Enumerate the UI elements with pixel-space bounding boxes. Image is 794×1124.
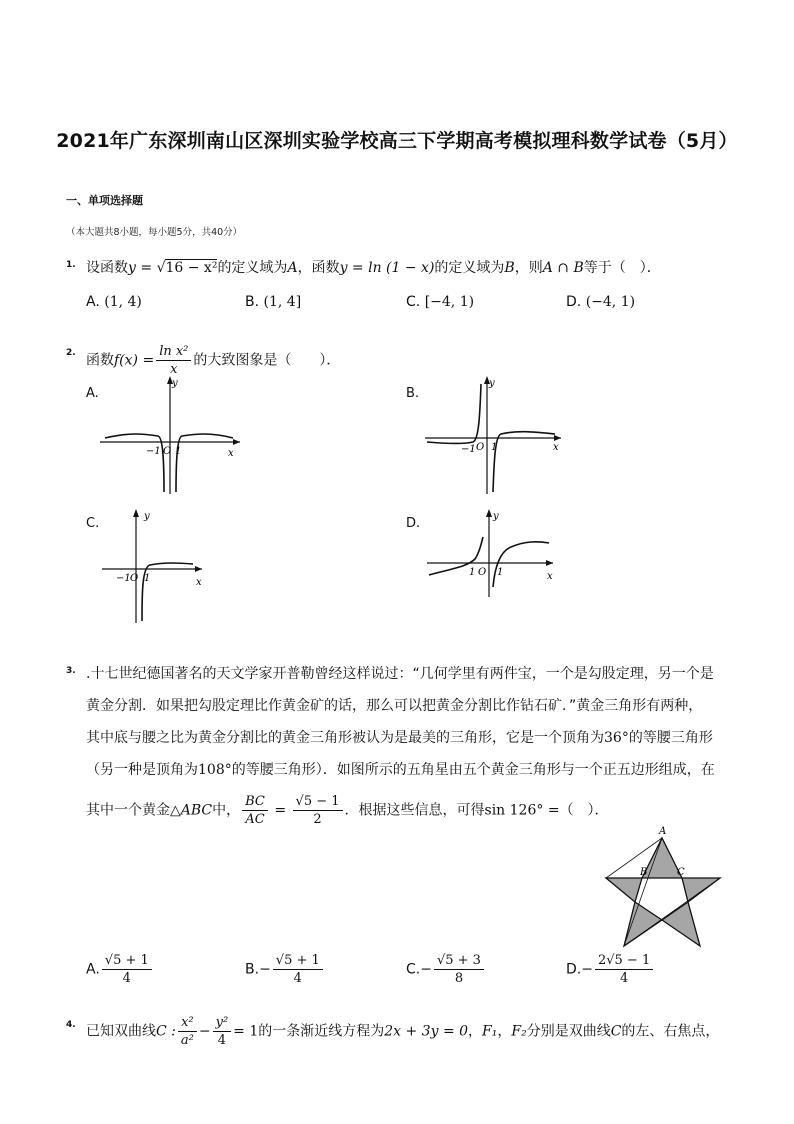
origin-label: O — [163, 446, 172, 457]
y-axis-label: y — [172, 378, 178, 389]
fraction-numerator: √5 − 1 — [293, 793, 343, 811]
graph-b[interactable] — [425, 372, 570, 497]
q4-math: 2x + 3y = 0 — [384, 1023, 469, 1040]
q3-math: △ABC — [170, 802, 213, 819]
option-label: D. — [566, 294, 582, 310]
y-axis-label: y — [493, 511, 499, 522]
fraction-numerator: √5 + 1 — [102, 952, 152, 970]
fraction-denominator: 4 — [619, 971, 629, 986]
option-sign: − — [581, 961, 593, 978]
q1-text: 的定义域为 — [217, 260, 288, 276]
q3-option-c[interactable] — [406, 952, 486, 987]
option-fraction — [434, 952, 484, 987]
q4-text: 已知双曲线 — [86, 1023, 156, 1040]
tick-1: 1 — [497, 567, 504, 578]
q3-line-2: 黄金分割．如果把勾股定理比作黄金矿的话，那么可以把黄金分割比作钻石矿．”黄金三角形有两种， — [86, 698, 703, 714]
fraction-numerator: √5 + 3 — [434, 952, 484, 970]
option-label: B. — [245, 961, 260, 978]
q4-text: 的左、右焦点， — [621, 1023, 720, 1040]
graph-d-label[interactable]: D. — [406, 516, 421, 531]
option-value: [−4, 1) — [424, 294, 475, 310]
graph-b-label[interactable]: B. — [406, 386, 420, 401]
q4-text: ， — [497, 1023, 512, 1040]
fraction-denominator: 4 — [293, 971, 302, 986]
point-c-label: C — [677, 867, 685, 878]
q3-math: 108° — [198, 762, 232, 778]
q3-math: 36° — [604, 730, 629, 746]
option-label: C. — [406, 961, 421, 978]
q1-math-root: 16 − x² — [165, 260, 218, 276]
tick-1: 1 — [491, 442, 498, 453]
point-a-label: A — [659, 826, 667, 837]
tick-1: 1 — [144, 573, 151, 584]
q3-math: = — [274, 802, 287, 819]
q3-option-d[interactable] — [566, 952, 655, 987]
q1-math: = — [140, 260, 153, 276]
fraction-numerator: √5 + 1 — [273, 952, 323, 970]
q4-math: C — [610, 1023, 622, 1040]
option-sign: − — [259, 961, 271, 978]
option-sign: − — [420, 961, 432, 978]
q3-text: 其中一个黄金 — [86, 802, 170, 819]
q2-text: 的大致图象是（ ）． — [193, 352, 341, 369]
option-value: (−4, 1) — [585, 294, 636, 310]
section-heading: 一、单项选择题 — [66, 194, 143, 207]
pentagram-figure — [600, 822, 730, 950]
fraction-numerator: x² — [178, 1014, 197, 1032]
tick-1-left: 1 — [469, 567, 476, 578]
fraction-denominator: AC — [245, 812, 265, 827]
graph-c-label[interactable]: C. — [86, 516, 100, 531]
q3-text: 的等腰三角形）．如图所示的五角星由五个黄金三角形与一个正五边形组成，在 — [231, 762, 715, 778]
q1-text: ，则 — [514, 260, 543, 276]
option-fraction — [273, 952, 323, 987]
origin-label: O — [130, 573, 139, 584]
fraction-numerator: 2√5 − 1 — [595, 952, 653, 970]
q2-text: 函数 — [86, 352, 114, 369]
q1-math: y — [128, 260, 136, 276]
x-axis-label: x — [228, 448, 234, 459]
graph-d[interactable] — [425, 505, 560, 600]
q1-option-a[interactable] — [86, 294, 142, 310]
fraction-denominator: 4 — [217, 1033, 227, 1048]
option-value: (1, 4) — [104, 294, 142, 310]
option-label: C. — [406, 294, 421, 310]
graph-a[interactable] — [100, 372, 250, 497]
option-value: (1, 4] — [263, 294, 302, 310]
q1-option-c[interactable] — [406, 294, 474, 310]
fraction-denominator: a² — [180, 1033, 194, 1048]
tick-neg1: −1 — [461, 444, 476, 455]
point-b-label: B — [640, 867, 648, 878]
option-label: A. — [86, 294, 100, 310]
y-axis-label: y — [144, 511, 150, 522]
q4-math: − — [198, 1023, 211, 1040]
q3-line-1: .十七世纪德国著名的天文学家开普勒曾经这样说过：“几何学里有两件宝，一个是勾股定理，另一个是 — [86, 666, 714, 682]
fraction-numerator: BC — [242, 793, 268, 811]
q1-text: 等于（ ）． — [583, 260, 661, 276]
question-number: 3. — [66, 666, 76, 676]
question-number: 2. — [66, 348, 76, 358]
q4-math: = 1 — [233, 1023, 259, 1040]
q2-math: f(x) = — [114, 352, 155, 369]
q3-line-5 — [86, 793, 609, 828]
option-fraction — [102, 952, 152, 987]
q1-option-d[interactable] — [566, 294, 635, 310]
q4-math: F₂ — [511, 1023, 527, 1040]
option-fraction — [595, 952, 653, 987]
q1-math: B — [504, 260, 515, 276]
y-axis-label: y — [489, 378, 495, 389]
q1-text: 设函数 — [86, 260, 128, 276]
q1-math: A ∩ B — [542, 260, 584, 276]
q1-math: A — [287, 260, 298, 276]
fraction-numerator: ln x² — [156, 343, 191, 361]
tick-neg1: −1 — [116, 573, 131, 584]
option-label: D. — [566, 961, 582, 978]
fraction-denominator: 2 — [313, 812, 322, 827]
page-title: 2021年广东深圳南山区深圳实验学校高三下学期高考模拟理科数学试卷（5月） — [56, 130, 738, 152]
q3-text: （另一种是顶角为 — [86, 762, 198, 778]
q3-line-4 — [86, 760, 715, 780]
q4-text: 分别是双曲线 — [526, 1023, 611, 1040]
q3-line-3 — [86, 728, 713, 748]
q4-text: 的一条渐近线方程为 — [258, 1023, 385, 1040]
q3-text: 其中底与腰之比为黄金分割比的黄金三角形被认为是最美的三角形，它是一个顶角为 — [86, 730, 604, 746]
q4-fraction-x — [178, 1014, 197, 1049]
x-axis-label: x — [547, 571, 553, 582]
q4-text: ， — [468, 1023, 483, 1040]
origin-label: O — [478, 567, 487, 578]
option-label: B. — [245, 294, 260, 310]
q3-option-b[interactable] — [245, 952, 325, 987]
question-number: 1. — [66, 260, 76, 270]
tick-neg1: −1 — [146, 446, 161, 457]
q3-option-a[interactable] — [86, 952, 154, 987]
fraction-denominator: x — [170, 362, 178, 377]
q4-fraction-y — [213, 1014, 232, 1049]
q3-text: ．根据这些信息，可得 — [344, 802, 485, 819]
q1-math: y = ln (1 − x) — [339, 260, 435, 276]
tick-1: 1 — [175, 446, 182, 457]
q3-fraction-bc-ac — [242, 793, 268, 828]
question-number: 4. — [66, 1020, 76, 1030]
q4-math: F₁ — [482, 1023, 498, 1040]
graph-c[interactable] — [100, 505, 210, 625]
fraction-denominator: 8 — [454, 971, 464, 986]
fraction-denominator: 4 — [122, 971, 131, 986]
q3-text: （ ）． — [559, 802, 609, 819]
q4-math: C : — [156, 1023, 176, 1040]
option-label: A. — [86, 961, 100, 978]
graph-a-label[interactable]: A. — [86, 386, 99, 401]
q3-text: 的等腰三角形 — [628, 730, 713, 746]
q3-fraction-golden — [293, 793, 343, 828]
q1-option-b[interactable] — [245, 294, 301, 310]
section-note: （本大题共8小题，每小题5分，共40分） — [66, 227, 243, 238]
x-axis-label: x — [196, 577, 202, 588]
q3-text: 中， — [212, 802, 241, 819]
x-axis-label: x — [553, 442, 559, 453]
q1-text: ，函数 — [297, 260, 340, 276]
fraction-numerator: y² — [213, 1014, 232, 1032]
origin-label: O — [476, 442, 485, 453]
q3-math: sin 126° = — [484, 802, 560, 819]
question-4-stem — [86, 1014, 719, 1049]
q1-text: 的定义域为 — [434, 260, 505, 276]
question-1-stem: 设函数y = √16 − x²的定义域为A，函数y = ln (1 − x)的定义域为B，则A ∩ B等于（ ）． — [86, 260, 661, 276]
